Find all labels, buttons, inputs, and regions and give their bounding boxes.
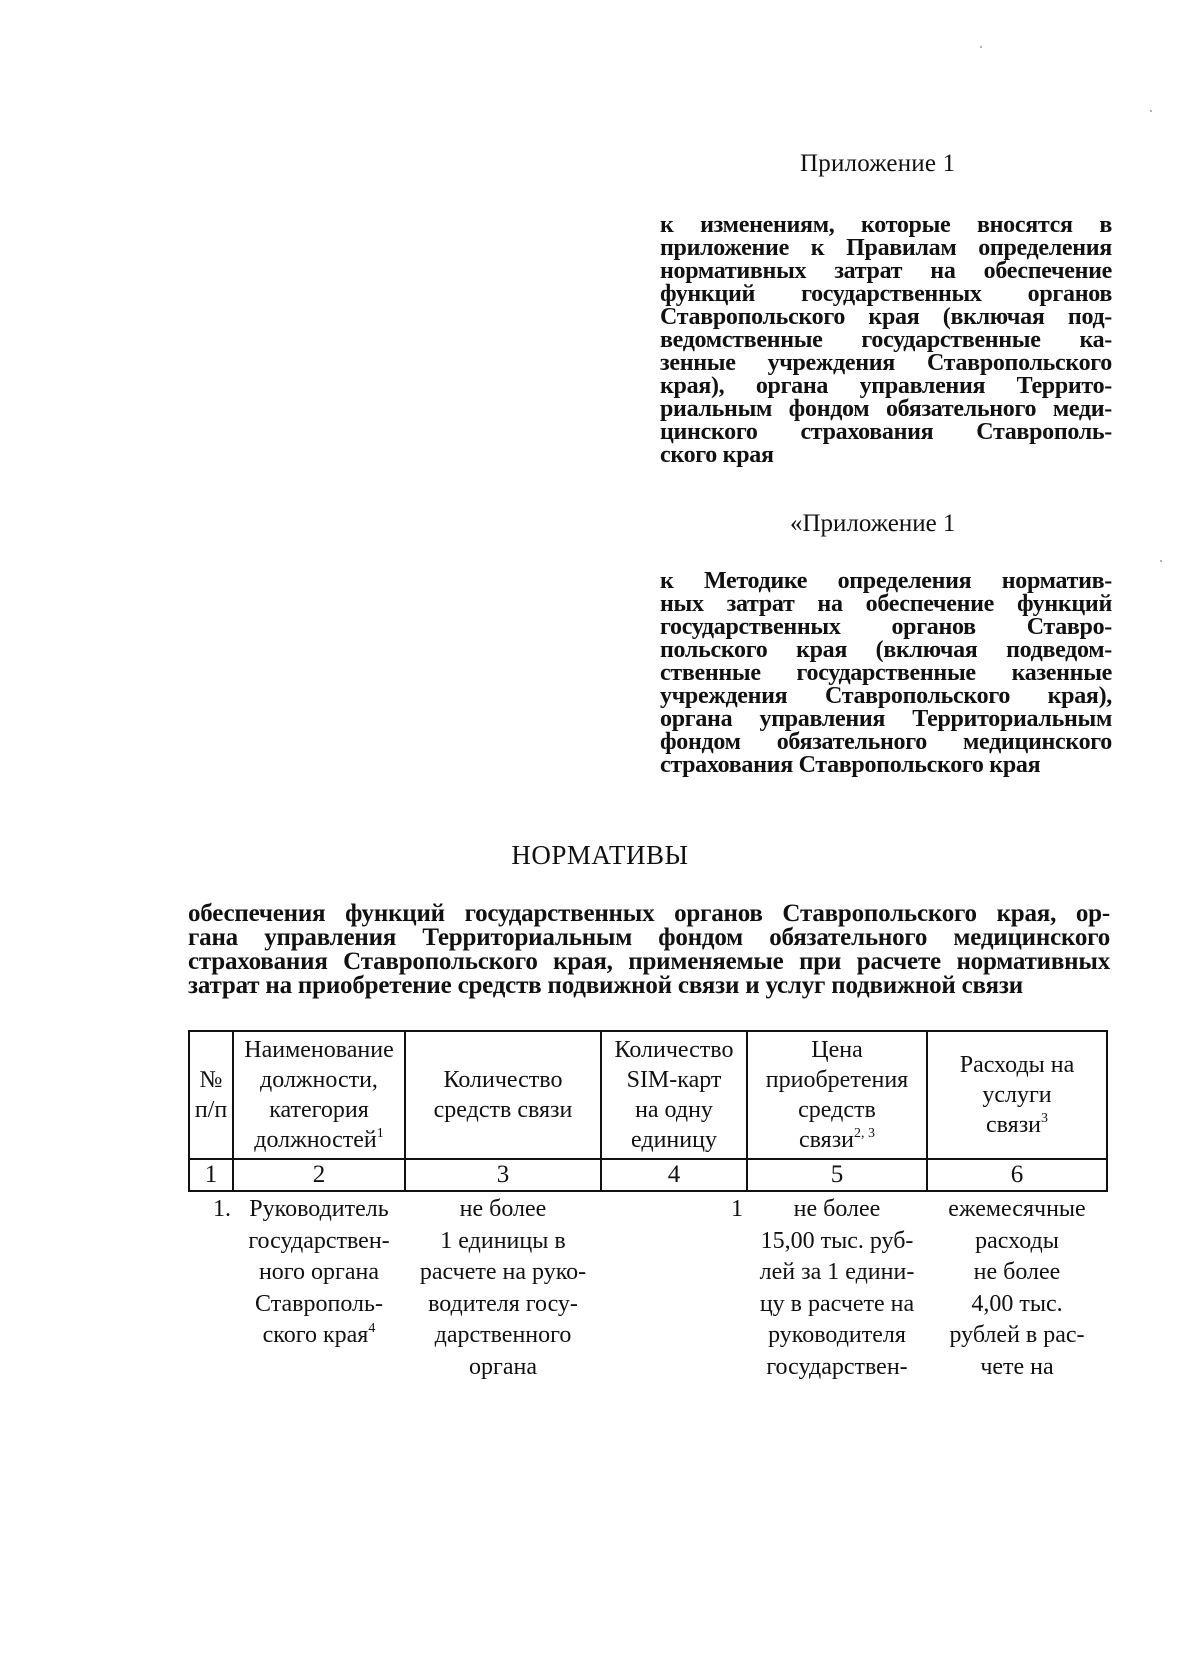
scan-speck	[1160, 560, 1162, 562]
text-line: к Методике определения норматив-	[660, 568, 1112, 594]
text-line: государственных органов Ставро-	[660, 614, 1112, 640]
document-subtitle	[188, 902, 1110, 998]
appendix-amendment-text	[660, 214, 1112, 467]
row-service-cost: ежемесячные расходы не более 4,00 тыс. рублей в рас- чете на	[948, 1196, 1086, 1380]
header-sim-cards: Количество SIM-карт на одну единицу	[601, 1031, 747, 1159]
scan-speck	[1150, 110, 1152, 112]
text-line: нормативных затрат на обеспечение	[660, 258, 1112, 284]
text-line: фондом обязательного медицинского	[660, 729, 1112, 755]
row-price: не более 15,00 тыс. руб- лей за 1 едини- цу в расчете на руководителя государствен-	[759, 1196, 915, 1380]
text-line: приложение к Правилам определения	[660, 235, 1112, 261]
scan-speck	[980, 46, 982, 48]
text-line: затрат на приобретение средств подвижной связи и услуг подвижной связи	[188, 972, 1023, 999]
text-line: гана управления Территориальным фондом обязательного медицинского	[188, 924, 1110, 951]
text-line: польского края (включая подведом-	[660, 637, 1112, 663]
text-line: ского края	[660, 442, 774, 468]
text-line: страхования Ставропольского края, применяемые при расчете нормативных	[188, 948, 1110, 975]
header-position: Наименование должности, категория должностей$^1$	[233, 1031, 405, 1159]
document-heading: НОРМАТИВЫ	[511, 840, 689, 870]
row-number: 1.	[213, 1196, 231, 1222]
row-quantity: не более 1 единицы в расчете на руко- водителя госу- дарственного органа	[419, 1196, 587, 1380]
column-number: 3	[405, 1159, 601, 1191]
column-numbers-row	[189, 1159, 1107, 1191]
appendix-methodology-text	[660, 570, 1112, 777]
text-line: страхования Ставропольского края	[660, 752, 1041, 778]
text-line: края), органа управления Террито-	[660, 373, 1112, 399]
column-number: 6	[927, 1159, 1107, 1191]
column-number: 5	[747, 1159, 927, 1191]
text-line: обеспечения функций государственных органов Ставропольского края, ор-	[188, 900, 1110, 927]
text-line: функций государственных органов	[660, 281, 1112, 307]
text-line: учреждения Ставропольского края),	[660, 683, 1112, 709]
text-line: ственные государственные казенные	[660, 660, 1112, 686]
column-number: 1	[189, 1159, 233, 1191]
table-header-row	[189, 1031, 1107, 1159]
header-price: Цена приобретения средств связи$^{2, 3}$	[747, 1031, 927, 1159]
row-sim-cards: 1	[731, 1196, 743, 1222]
text-line: ведомственные государственные ка-	[660, 327, 1112, 353]
text-line: Ставропольского края (включая под-	[660, 304, 1112, 330]
column-number: 4	[601, 1159, 747, 1191]
header-service-cost: Расходы на услуги связи$^3$	[927, 1031, 1107, 1159]
text-line: зенные учреждения Ставропольского	[660, 350, 1112, 376]
row-position: Руководитель государствен- ного органа Ставрополь- ского края$^4$	[248, 1196, 390, 1348]
text-line: ных затрат на обеспечение функций	[660, 591, 1112, 617]
text-line: к изменениям, которые вносятся в	[660, 212, 1112, 238]
text-line: цинского страхования Ставрополь-	[660, 419, 1112, 445]
text-line: риальным фондом обязательного меди-	[660, 396, 1112, 422]
table-row	[189, 1191, 1107, 1383]
norms-table	[188, 1030, 1108, 1383]
appendix-title-2: «Приложение 1	[790, 510, 956, 537]
appendix-title: Приложение 1	[800, 150, 956, 177]
column-number: 2	[233, 1159, 405, 1191]
header-number: № п/п	[189, 1031, 233, 1159]
text-line: органа управления Территориальным	[660, 706, 1112, 732]
header-quantity: Количество средств связи	[405, 1031, 601, 1159]
